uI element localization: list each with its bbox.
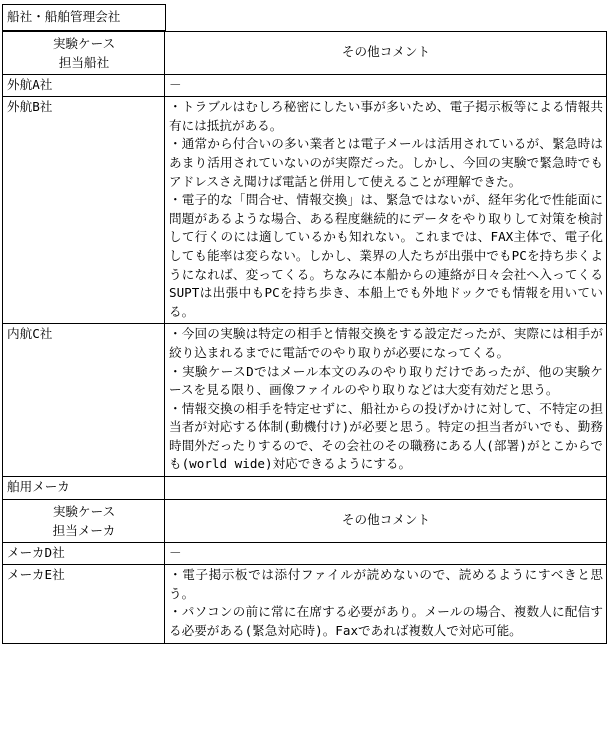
- case-header-line-1: 実験ケース: [52, 503, 116, 519]
- table-row: [3, 542, 607, 565]
- comment-text: ・実験ケースDではメール本文のみのやり取りだけであったが、他の実験ケースを見る限り、画像ファイルのやり取りなどは大変有効だと思う。: [169, 363, 603, 398]
- comment-cell: [165, 565, 607, 643]
- comment-cell: [165, 542, 607, 565]
- case-header-cell: [3, 499, 165, 542]
- case-header-line-1: 実験ケース: [52, 35, 116, 51]
- case-header-line-2: 担当メーカ: [52, 522, 116, 538]
- section-title-shipping-companies: 船社・船舶管理会社: [3, 5, 166, 31]
- comment-text: ・電子的な「問合せ、情報交換」は、緊急ではないが、経年劣化で性能面に問題があるような場合、ある程度継続的にデータをやり取りして対策を検討して行くのには適しているかも知れない。これまでは、FAX主体で、電子化しても能率は変らない。しかし、業界の人たちが出張中でもPCを持ち歩くようになれば、変ってくる。ちなみに本船からの連絡が日々会社へ入ってくるSUPTは出張中もPCを持ち歩き、本船上でも外地ドックでも情報を用いている。: [169, 192, 604, 319]
- table-row: [3, 565, 607, 643]
- case-header-cell: [3, 31, 165, 74]
- empty-cell: [165, 477, 607, 500]
- comment-text: ・電子掲示板では添付ファイルが読めないので、読めるようにすべきと思う。: [169, 567, 603, 601]
- company-name: 内航C社: [3, 324, 165, 477]
- comment-cell: [165, 97, 607, 324]
- section-row-manufacturers: [3, 477, 607, 500]
- company-name: 外航B社: [3, 97, 165, 324]
- company-name: メーカD社: [3, 542, 165, 565]
- shipping-company-table: [2, 31, 607, 644]
- comment-cell: [165, 74, 607, 97]
- comment-text: －: [169, 76, 182, 92]
- comments-document: [2, 4, 607, 644]
- case-header-line-2: 担当船社: [58, 54, 110, 70]
- table-header-row: [3, 31, 607, 74]
- table-row: [3, 324, 607, 477]
- table-row: [3, 97, 607, 324]
- table-row: [3, 74, 607, 97]
- comment-cell: [165, 324, 607, 477]
- comment-text: ・トラブルはむしろ秘密にしたい事が多いため、電子掲示板等による情報共有には抵抗がある。: [169, 99, 603, 133]
- comment-text: －: [169, 544, 182, 560]
- company-name: 外航A社: [3, 74, 165, 97]
- shipping-company-title: [2, 4, 607, 31]
- section-title-manufacturers: 舶用メーカ: [3, 477, 165, 500]
- comment-text: ・情報交換の相手を特定せずに、船社からの投げかけに対して、不特定の担当者が対応する体制(動機付け)が必要と思う。特定の担当者がいでも、勤務時間外だったりするので、その会社のその職務にある人(部署)がとこからでも(world wide)対応できるようにする。: [169, 400, 603, 472]
- company-name: メーカE社: [3, 565, 165, 643]
- comment-header-cell: その他コメント: [165, 31, 607, 74]
- comment-header-cell: その他コメント: [165, 499, 607, 542]
- comment-text: ・パソコンの前に常に在席する必要があり。メールの場合、複数人に配信する必要がある(緊急対応時)。Faxであれば複数人で対応可能。: [169, 604, 603, 639]
- table-header-row: [3, 499, 607, 542]
- comment-text: ・通常から付合いの多い業者とは電子メールは活用されているが、緊急時はあまり活用されていないのが実際だった。しかし、今回の実験で緊急時でもアドレスさえ聞けば電話と併用して使えることが理解できた。: [169, 136, 603, 189]
- comment-text: ・今回の実験は特定の相手と情報交換をする設定だったが、実際には相手が絞り込まれるまでに電話でのやり取りが必要になってくる。: [169, 326, 603, 360]
